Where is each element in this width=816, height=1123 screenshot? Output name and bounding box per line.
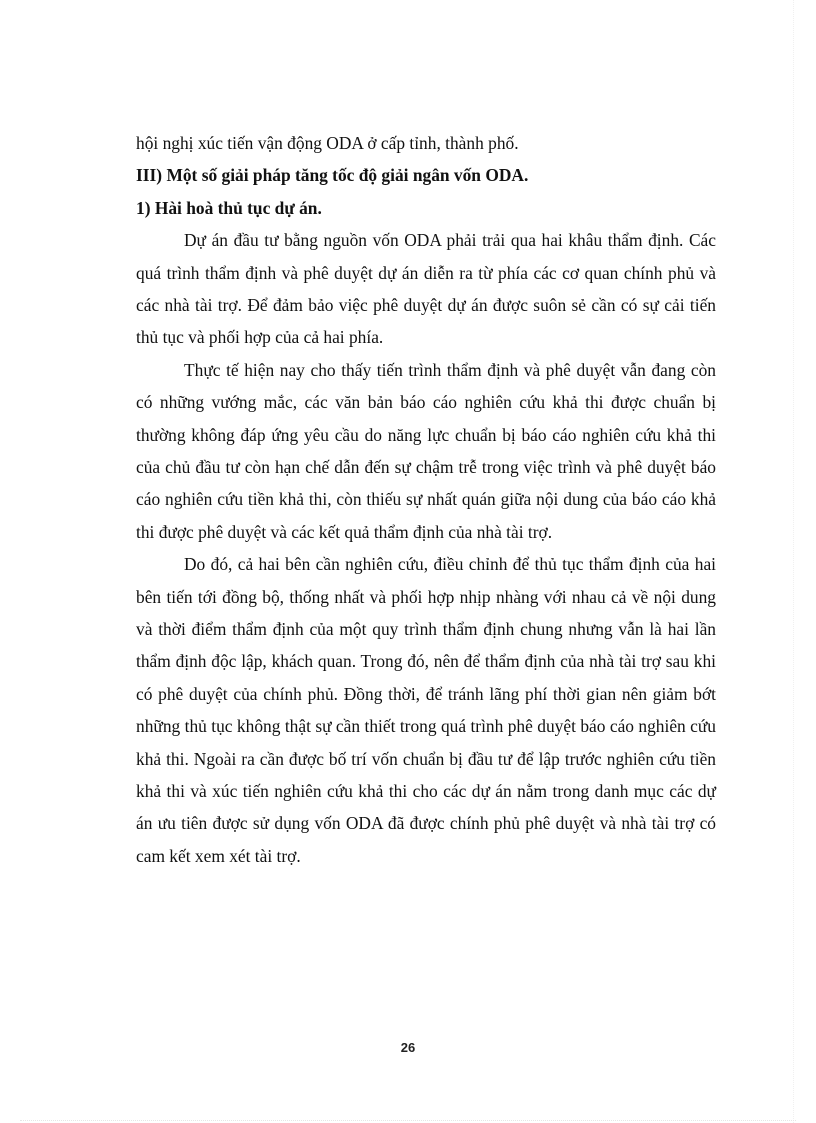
paragraph-2: Thực tế hiện nay cho thấy tiến trình thẩm định và phê duyệt vẫn đang còn có những vướng mắc, các văn bản báo cáo nghiên cứu khả thi được chuẩn bị thường không đáp ứng yêu cầu do năng lực chuẩn bị báo cáo nghiên cứu khả thi của chủ đầu tư còn hạn chế dẫn đến sự chậm trễ trong việc trình và phê duyệt báo cáo nghiên cứu tiền khả thi, còn thiếu sự nhất quán giữa nội dung của báo cáo khả thi được phê duyệt và các kết quả thẩm định của nhà tài trợ.: [136, 359, 716, 542]
page-bottom-guide: [20, 1120, 796, 1121]
page-number: 26: [400, 1040, 416, 1055]
section-heading: III) Một số giải pháp tăng tốc độ giải ngân vốn ODA.: [136, 165, 529, 186]
page-edge-guide: [793, 0, 794, 1123]
page-body: [136, 127, 716, 872]
paragraph-1: Dự án đầu tư bằng nguồn vốn ODA phải trải qua hai khâu thẩm định. Các quá trình thẩm định và phê duyệt dự án diễn ra từ phía các cơ quan chính phủ và các nhà tài trợ. Để đảm bảo việc phê duyệt dự án được suôn sẻ cần có sự cải tiến thủ tục và phối hợp của cả hai phía.: [136, 230, 716, 348]
subsection-heading: 1) Hài hoà thủ tục dự án.: [136, 197, 322, 218]
paragraph-3: Do đó, cả hai bên cần nghiên cứu, điều chỉnh để thủ tục thẩm định của hai bên tiến tới đồng bộ, thống nhất và phối hợp nhịp nhàng với nhau cả về nội dung và thời điểm thẩm định của một quy trình thẩm định chung nhưng vẫn là hai lần thẩm định độc lập, khách quan. Trong đó, nên để thẩm định của nhà tài trợ sau khi có phê duyệt của chính phủ. Đồng thời, để tránh lãng phí thời gian nên giảm bớt những thủ tục không thật sự cần thiết trong quá trình phê duyệt báo cáo nghiên cứu khả thi. Ngoài ra cần được bố trí vốn chuẩn bị đầu tư để lập trước nghiên cứu tiền khả thi và xúc tiến nghiên cứu khả thi cho các dự án nằm trong danh mục các dự án ưu tiên được sử dụng vốn ODA đã được chính phủ phê duyệt và nhà tài trợ có cam kết xem xét tài trợ.: [136, 554, 716, 866]
continuation-line: hội nghị xúc tiến vận động ODA ở cấp tỉnh, thành phố.: [136, 133, 519, 153]
